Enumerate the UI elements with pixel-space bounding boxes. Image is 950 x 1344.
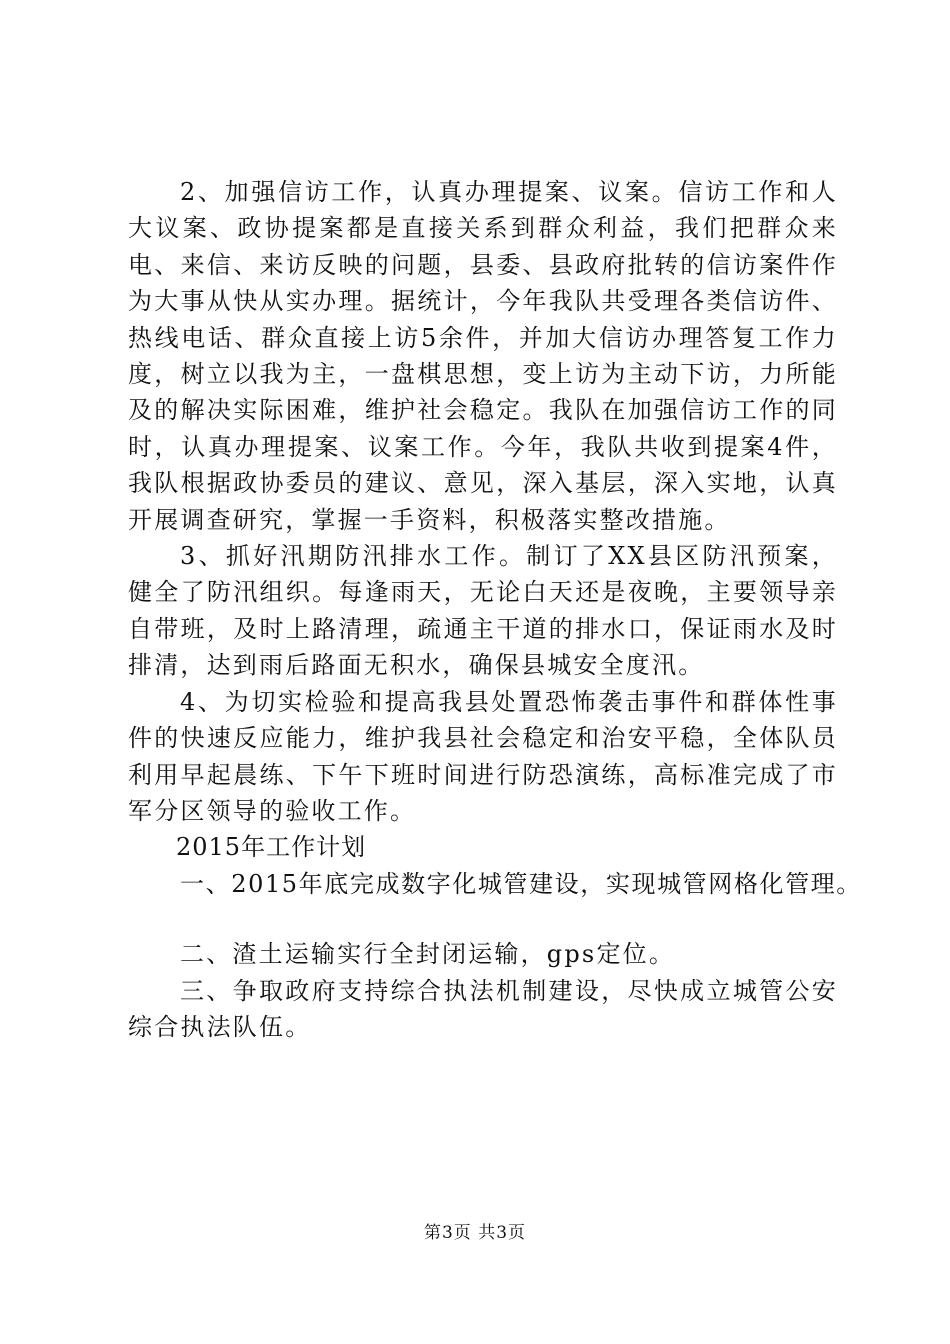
blank-line [128,902,838,936]
page-footer: 第3页 共3页 [423,1223,527,1243]
plan-item-joint-enforcement: 三、争取政府支持综合执法机制建设，尽快成立城管公安综合执法队伍。 [128,976,838,1041]
document-body [128,174,862,1045]
paragraph-anti-terror-drill: 4、为切实检验和提高我县处置恐怖袭击事件和群体性事件的快速反应能力，维护我县社会稳定和治安平稳，全体队员利用早起晨练、下午下班时间进行防恐演练，高标准完成了市军分区领导的验收工作。 [128,687,838,825]
paragraph-flood-control: 3、抓好汛期防汛排水工作。制订了XX县区防汛预案，健全了防汛组织。每逢雨天，无论白天还是夜晚，主要领导亲自带班，及时上路清理，疏通主干道的排水口，保证雨水及时排清，达到雨后路面无积水，确保县城安全度汛。 [128,542,838,680]
plan-item-muck-transport: 二、渣土运输实行全封闭运输，gps定位。 [180,940,676,969]
paragraph-petition-work: 2、加强信访工作，认真办理提案、议案。信访工作和人大议案、政协提案都是直接关系到群众利益，我们把群众来电、来信、来访反映的问题，县委、县政府批转的信访案件作为大事从快从实办理。据统计，今年我队共受理各类信访件、热线电话、群众直接上访5余件，并加大信访办理答复工作力度，树立以我为主，一盘棋思想，变上访为主动下访，力所能及的解决实际困难，维护社会稳定。我队在加强信访工作的同时，认真办理提案、议案工作。今年，我队共收到提案4件，我队根据政协委员的建议、意见，深入基层，深入实地，认真开展调查研究，掌握一手资料，积极落实整改措施。 [128,178,838,534]
plan-heading: 2015年工作计划 [176,833,367,862]
plan-item-digital-management: 一、2015年底完成数字化城管建设，实现城管网格化管理。 [180,869,862,898]
